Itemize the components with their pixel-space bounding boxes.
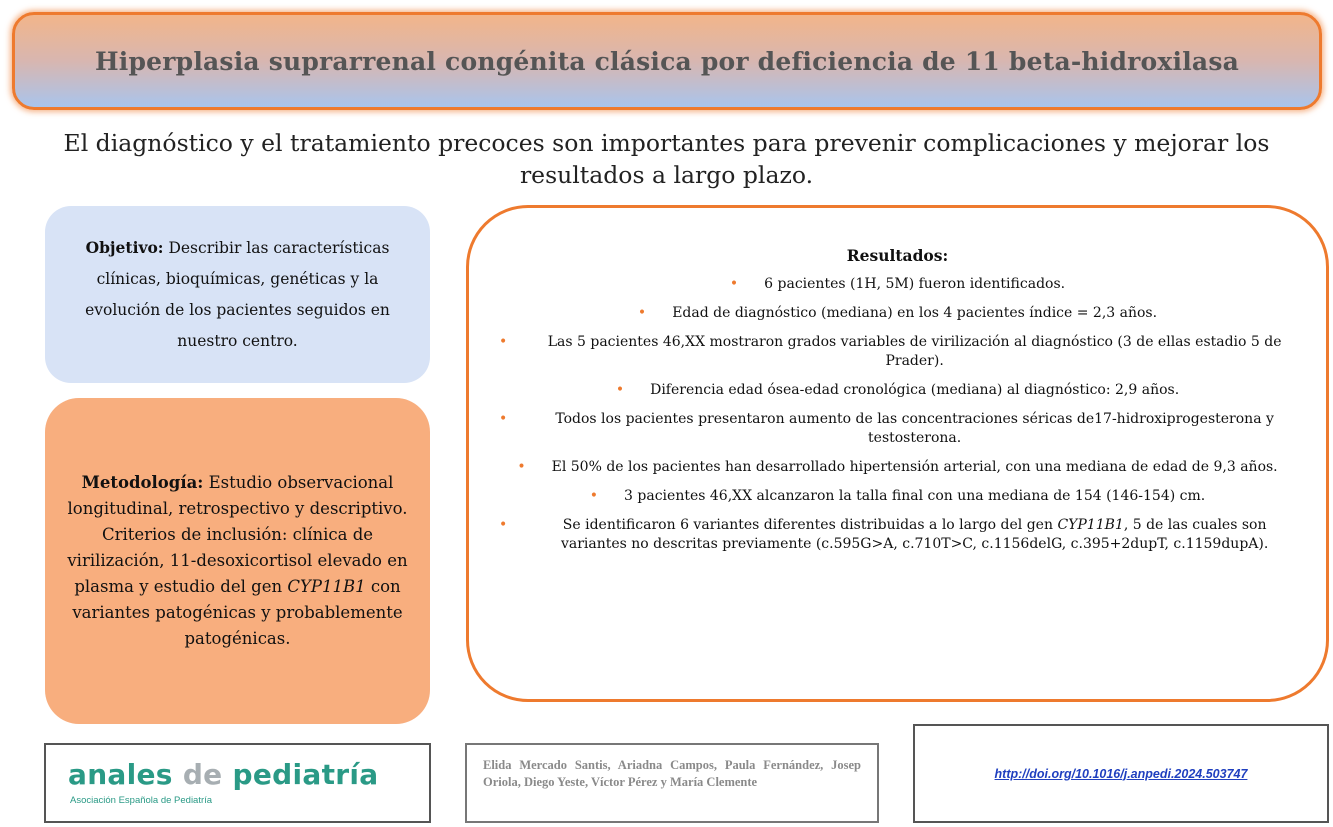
logo-word-anales: anales [68, 758, 183, 791]
methodology-gene: CYP11B1 [287, 577, 366, 596]
doi-link[interactable]: http://doi.org/10.1016/j.anpedi.2024.503747 [994, 766, 1248, 781]
poster-title: Hiperplasia suprarrenal congénita clásica por deficiencia de 11 beta-hidroxilasa [94, 46, 1239, 76]
result-text: Se identificaron 6 variantes diferentes distribuidas a lo largo del gen CYP11B1, 5 de las cuales son variantes no descritas previamente (c.595G>A, c.710T>C, c.1156delG, c.395+2dupT, c.1159dupA). [560, 517, 1269, 552]
result-text: 3 pacientes 46,XX alcanzaron la talla final con una mediana de 154 (146-154) cm. [624, 488, 1206, 504]
results-list [499, 275, 1296, 554]
bullet-icon: • [637, 305, 647, 321]
journal-logo [68, 759, 429, 791]
results-box [466, 205, 1329, 702]
key-message: El diagnóstico y el tratamiento precoces son importantes para prevenir complicaciones y mejorar los resultados a largo plazo. [63, 129, 1270, 189]
result-item [499, 516, 1296, 554]
objective-content [59, 232, 416, 357]
authors-text: Elida Mercado Santis, Ariadna Campos, Paula Fernández, Josep Oriola, Diego Yeste, Víctor Pérez y María Clemente [483, 758, 861, 789]
bullet-icon: • [499, 517, 508, 533]
title-banner [12, 12, 1322, 110]
doi-box [913, 724, 1329, 823]
methodology-text-end: con variantes patogénicas y probablemente patogénicas. [72, 577, 403, 648]
methodology-box [45, 398, 430, 724]
methodology-content [57, 470, 418, 652]
result-text: 6 pacientes (1H, 5M) fueron identificados. [764, 276, 1066, 292]
result-text: Las 5 pacientes 46,XX mostraron grados variables de virilización al diagnóstico (3 de ellas estadio 5 de Prader). [547, 334, 1282, 369]
bullet-icon: • [729, 276, 739, 292]
result-gene: CYP11B1 [1057, 517, 1124, 533]
result-item [499, 487, 1296, 506]
bullet-icon: • [517, 459, 526, 475]
result-text: Edad de diagnóstico (mediana) en los 4 pacientes índice = 2,3 años. [672, 305, 1158, 321]
result-item [499, 381, 1296, 400]
result-item [499, 304, 1296, 323]
methodology-text: Estudio observacional longitudinal, retrospectivo y descriptivo. Criterios de inclusión: clínica de virilización, 11-desoxicortisol elevado en plasma y estudio del gen [67, 473, 408, 596]
bullet-icon: • [499, 411, 508, 427]
result-item [499, 410, 1296, 448]
result-item [499, 458, 1296, 477]
objective-label: Objetivo: [85, 238, 164, 257]
results-heading: Resultados: [846, 246, 949, 265]
result-item [499, 333, 1296, 371]
bullet-icon: • [499, 334, 508, 350]
result-item [499, 275, 1296, 294]
logo-word-de: de [182, 758, 223, 791]
methodology-label: Metodología: [81, 473, 204, 492]
result-text: El 50% de los pacientes han desarrollado hipertensión arterial, con una mediana de edad de 9,3 años. [551, 459, 1278, 475]
result-text: Todos los pacientes presentaron aumento de las concentraciones séricas de17-hidroxiprogesterona y testosterona. [555, 411, 1274, 446]
bullet-icon: • [589, 488, 599, 504]
objective-text: Describir las características clínicas, bioquímicas, genéticas y la evolución de los pacientes seguidos en nuestro centro. [85, 239, 390, 350]
logo-subtitle: Asociación Española de Pediatría [70, 795, 213, 806]
logo-word-pediatria: pediatría [222, 758, 379, 791]
authors-box [465, 743, 879, 823]
result-text: Diferencia edad ósea-edad cronológica (mediana) al diagnóstico: 2,9 años. [650, 382, 1180, 398]
journal-logo-box [44, 743, 431, 823]
objective-box [45, 206, 430, 383]
bullet-icon: • [615, 382, 625, 398]
